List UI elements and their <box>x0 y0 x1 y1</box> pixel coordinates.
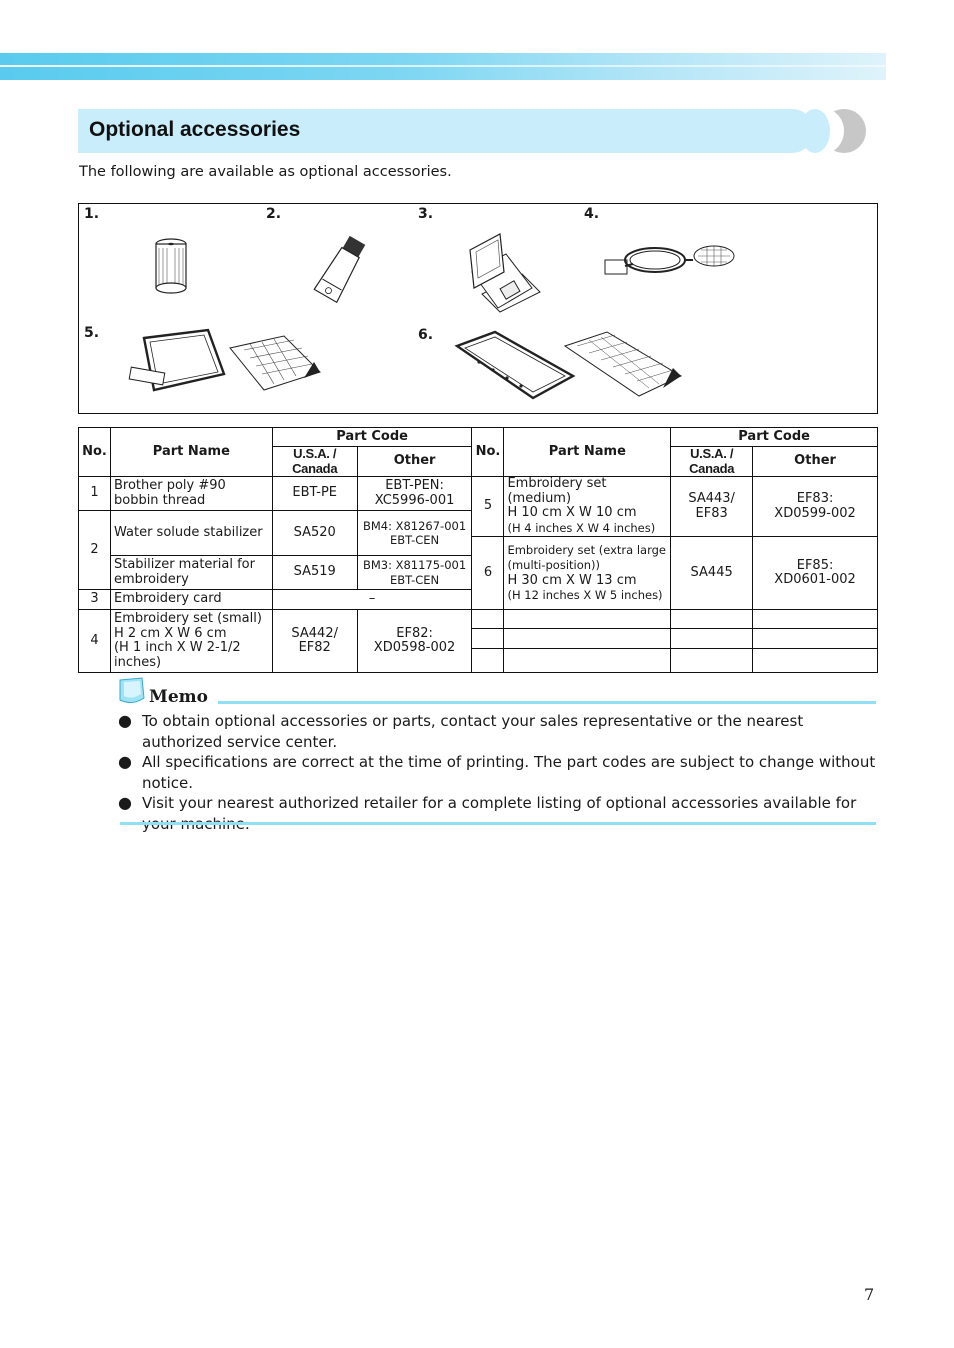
figure-label-2: 2. <box>266 206 282 222</box>
row-no: 5 <box>472 477 504 537</box>
row-usa-code: SA520 <box>272 511 357 556</box>
row-other-code: EF85: XD0601-002 <box>753 537 878 610</box>
header-part-code: Part Code <box>671 428 878 447</box>
accessories-table <box>78 427 878 673</box>
header-no: No. <box>79 428 111 477</box>
row-other-code: EF83: XD0599-002 <box>753 477 878 537</box>
row-other-code: BM3: X81175-001 EBT-CEN <box>357 556 472 590</box>
row-part-name: Stabilizer material for embroidery <box>110 556 272 590</box>
extra-large-embroidery-set-illustration <box>449 326 689 406</box>
row-usa-code: SA519 <box>272 556 357 590</box>
empty-cell <box>472 629 504 649</box>
embroidery-card-illustration <box>462 232 547 314</box>
row-part-name: Embroidery set (extra large (multi-position)) H 30 cm X W 13 cm (H 12 inches X W 5 inches) <box>504 537 671 610</box>
memo-divider-bottom <box>120 822 876 825</box>
figure-label-5: 5. <box>84 325 100 341</box>
row-usa-code: SA445 <box>671 537 753 610</box>
row-other-code: EF82: XD0598-002 <box>357 610 472 673</box>
header-part-code: Part Code <box>272 428 472 447</box>
memo-title: Memo <box>149 687 208 707</box>
figure-label-4: 4. <box>584 206 600 222</box>
header-part-name: Part Name <box>110 428 272 477</box>
memo-list <box>118 711 883 834</box>
row-no: 2 <box>79 511 111 590</box>
header-other: Other <box>357 447 472 477</box>
row-part-name: Embroidery card <box>110 590 272 610</box>
table-header-row <box>79 428 878 447</box>
row-no: 4 <box>79 610 111 673</box>
bullet-icon: ● <box>118 793 132 812</box>
bobbin-thread-illustration <box>149 236 193 296</box>
row-usa-code: EBT-PE <box>272 477 357 511</box>
row-part-name: Embroidery set (small) H 2 cm X W 6 cm (H 1 inch X W 2-1/2 inches) <box>110 610 272 673</box>
row-no: 3 <box>79 590 111 610</box>
table-row <box>79 477 878 511</box>
bullet-icon: ● <box>118 711 132 730</box>
header-part-name: Part Name <box>504 428 671 477</box>
row-usa-code: SA443/ EF83 <box>671 477 753 537</box>
row-part-name: Brother poly #90 bobbin thread <box>110 477 272 511</box>
row-usa-code: SA442/ EF82 <box>272 610 357 673</box>
header-usa-canada: U.S.A. / Canada <box>272 447 357 477</box>
accessories-figure <box>78 203 878 414</box>
table-row <box>79 610 878 629</box>
stabilizer-illustration <box>304 232 379 307</box>
memo-item: ● To obtain optional accessories or parts, contact your sales representative or the nearest authorized service center. <box>118 711 804 751</box>
row-part-name: Water solude stabilizer <box>110 511 272 556</box>
bullet-icon: ● <box>118 752 132 771</box>
row-other-code: BM4: X81267-001 EBT-CEN <box>357 511 472 556</box>
header-color-band <box>0 53 886 80</box>
memo-icon <box>114 676 148 706</box>
figure-label-3: 3. <box>418 206 434 222</box>
medium-embroidery-set-illustration <box>124 326 324 404</box>
row-no: 1 <box>79 477 111 511</box>
figure-label-1: 1. <box>84 206 100 222</box>
empty-cell <box>472 649 504 673</box>
header-usa-canada: U.S.A. / Canada <box>671 447 753 477</box>
row-other-code: EBT-PEN: XC5996-001 <box>357 477 472 511</box>
header-no: No. <box>472 428 504 477</box>
page-number: 7 <box>864 1285 875 1304</box>
memo-item: ● Visit your nearest authorized retailer for a complete listing of optional accessories available for <box>118 793 857 812</box>
section-title: Optional accessories <box>89 118 301 141</box>
row-part-name: Embroidery set (medium) H 10 cm X W 10 cm (H 4 inches X W 4 inches) <box>504 477 671 537</box>
memo-item: ● All specifications are correct at the time of printing. The part codes are subject to change without notice. <box>118 752 876 792</box>
row-no: 6 <box>472 537 504 610</box>
memo-divider-top <box>218 701 876 704</box>
intro-text: The following are available as optional accessories. <box>79 164 452 180</box>
empty-cell <box>472 610 504 629</box>
small-embroidery-set-illustration <box>601 238 741 290</box>
figure-label-6: 6. <box>418 327 434 343</box>
header-other: Other <box>753 447 878 477</box>
row-code: – <box>272 590 472 610</box>
